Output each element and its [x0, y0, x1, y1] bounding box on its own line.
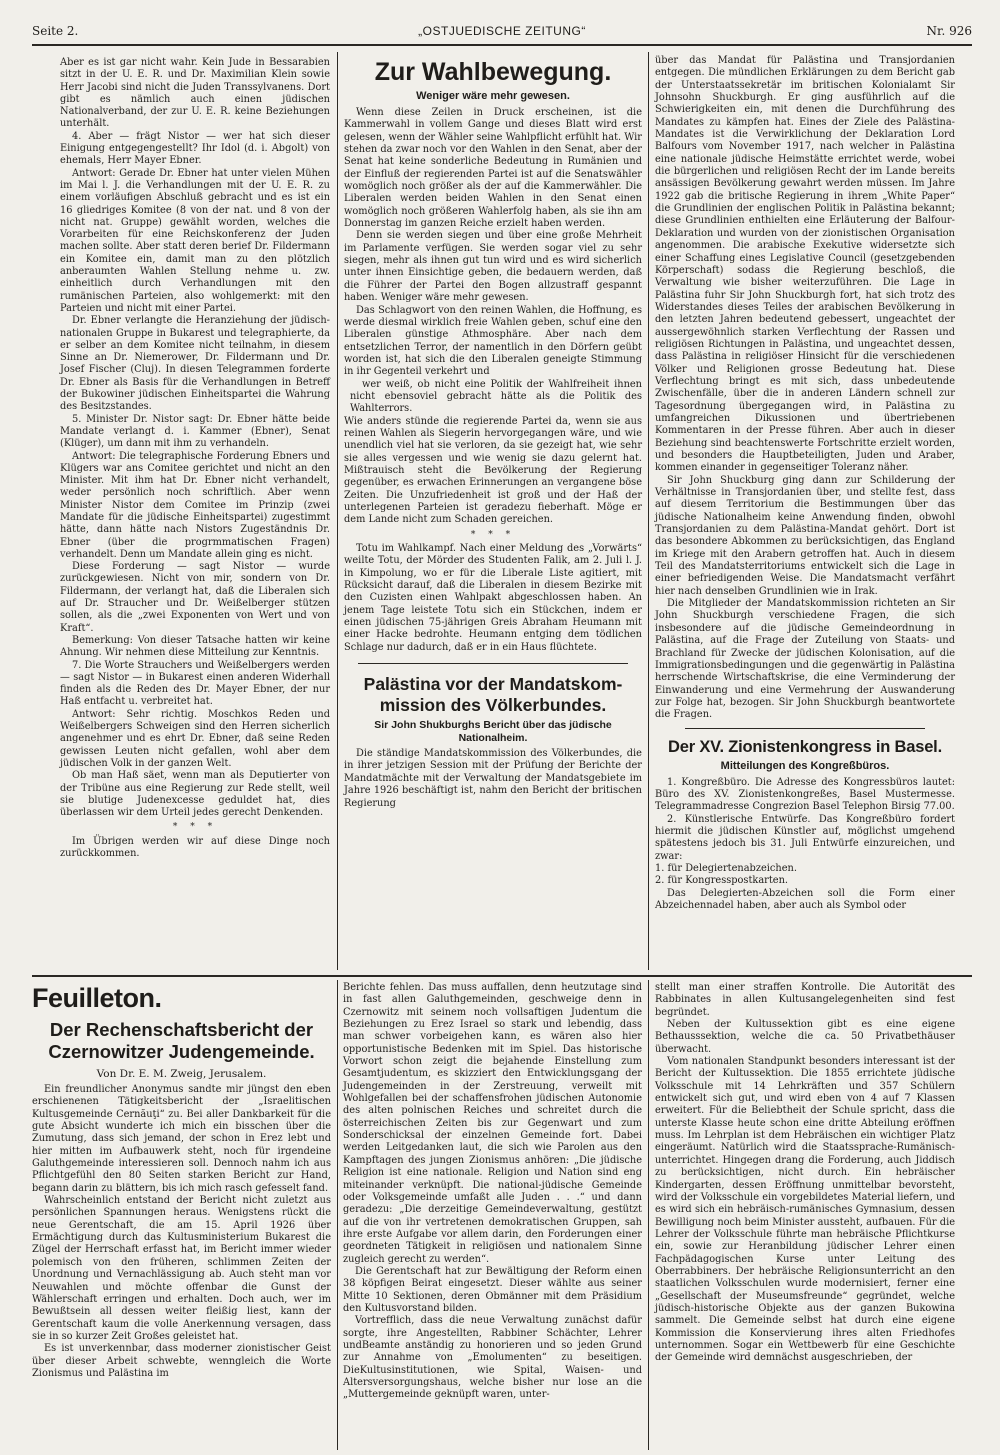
paragraph: über das Mandat für Palästina und Transjordanien entgegen. Die mündlichen Erklärungen zu dem Bericht gab der Unterstaatssekretär im britischen Kolonialamt Sir Johnsohn Shuckburgh. Er ging ausführlich auf die Schwierigkeiten ein, mit denen die Durchführung des Mandates zu kämpfen hat. Eines der Ziele des Palästina-Mandates ist die Verwirklichung der Deklaration Lord Balfours vom November 1917, nach welcher in Palästina eine nationale jüdische Heimstätte errichtet werde, wobei die bürgerlichen und religiösen Recht der im Lande bereits ansässigen Bevölkerung gewahrt werden müssen. Im Jahre 1922 gab die britische Regierung in ihrem „White Paper“ die Grundlinien der englischen Politik in Palästina bekannt; diese Grundlinien enthielten eine Erläuterung der Balfour-Deklaration und wurden von der zionistischen Organisation angenommen. Die arabische Exekutive widersetzte sich einer Schaffung eines Legislative Council (gesetzgebenden Körperschaft) sodass die Regierung beschloß, die Verwaltung wie bisher weiterzuführen. Die Lage in Palästina fuhr Sir John Shuckburgh fort, hat sich trotz des Widerstandes dieses Teiles der arabischen Bevölkerung in den letzten Jahren bedeutend gebessert, ungeachtet der aussergewöhnlich starken Verflechtung der Rassen und religiösen Richtungen in Palästina, und ungeachtet dessen, dass Palästina in religiöser Hinsicht für die verschiedenen Völker und Religionen grosse Bedeutung hat. Diese Verflechtung bringt es mit sich, dass unbedeutende Zwischenfälle, über die in anderen Ländern schnell zur Tagesordnung übergegangen wird, in Palästina zu umfangreichen Dikussionen und übertriebenen Kommentaren in der Presse führen. Aber auch in dieser Beziehung sind beachtenswerte Fortschritte erzielt worden, und besonders die Hauptbeteiligten, Juden und Araber, kommen einander in gegenseitiger Toleranz näher.	[655, 55, 955, 474]
feuilleton-author: Von Dr. E. M. Zweig, Jerusalem.	[96, 1068, 267, 1080]
paragraph: Es ist unverkennbar, dass moderner zionistischer Geist über dieser Arbeit schwebte, wenngleich die Worte Zionismus und Palästina im	[32, 1343, 331, 1379]
feuilleton-title	[32, 1019, 331, 1063]
section-stars: * * *	[172, 822, 218, 833]
title-line: mission des Völkerbundes.	[379, 695, 607, 716]
column-2-upper	[344, 55, 642, 972]
feuilleton-column-1	[32, 982, 331, 1452]
paragraph: Vortrefflich, dass die neue Verwaltung zunächst dafür sorgte, ihre Angestellten, Rabbiner Schächter, Lehrer undBeamte anständig zu honorieren und so jeden Grund zur Annahme von „Emolumenten“ zu beseitigen. DieKultusinstitutionen, wie Spital, Waisen- und Altersversorgungshaus, welche bisher nur lose an die „Muttergemeinde geknüpft waren, unter-	[343, 1315, 642, 1401]
paragraph: Sir John Shuckburg ging dann zur Schilderung der Verhältnisse in Transjordanien über, und stellte fest, dass auf diesem Territorium die Bestimmungen über das jüdische Nationalheim keine Anwendung finden, obwohl Transjordanien zu dem Palästina-Mandat gehört. Dort ist das besondere Abkommen zu berücksichtigen, das England im Kriege mit den Arabern getroffen hat. Auch in diesem Teil des Mandatsterritoriums entwickelt sich die Lage in einer befriedigenden Weise. Die Mandatsmacht verfährt hier nach denselben Grundlinien wie in Irak.	[655, 474, 955, 597]
paragraph: Vom nationalen Standpunkt besonders interessant ist der Bericht der Kultussektion. Die 1855 errichtete jüdische Volksschule mit 14 Lehrkräften und 357 Schülern entwickelt sich gut, und wird eben von 4 auf 7 Klassen erweitert. Für die Beliebtheit der Schule spricht, dass die unterste Klasse heute schon eine dritte Abteilung eröffnen muss. Im Lehrplan ist dem Hebräischen ein wichtiger Platz eingeräumt. Natürlich wird die Staatssprache-Rumänisch-unterrichtet. Hingegen drang die Forderung, auch Jiddisch zu berücksichtigen, nicht durch. Ein hebräischer Kindergarten, dessen Eröffnung unmittelbar bevorsteht, wird der Volksschule ein vorgebildetes Material liefern, und es wird sich ein hebräisch-rumänisches Gymnasium, dessen Bewilligung noch beim Minister aussteht, aufbauen. Für die Lehrer der Volksschule führte man hebräische Pflichtkurse ein, sowie zur Heranbildung jüdischer Lehrer einen Fachpädagogischen Kurse unter Leitung des Oberrabbiners. Der hebräische Religionsunterricht an den staatlichen Volksschulen wurde modernisiert, ferner eine „Gesellschaft der Museumsfreunde“ gegründet, welche jüdisch-historische Objekte aus der ganzen Bukowina sammelt. Die Gemeinde selbst hat durch eine eigene Kommission die Konservierung ihres alten Friedhofes unternommen. Sogar ein Wettbewerb für eine Geschichte der Gemeinde wird demnächst ausgeschrieben, der	[655, 1056, 955, 1364]
column-3-upper	[655, 55, 955, 972]
paragraph: Dr. Ebner verlangte die Heranziehung der jüdisch-nationalen Gruppe in Bukarest und telegraphierte, da er selber an dem Komitee nicht teilnahm, in diesem Sinne an Dr. Niemerower, Dr. Fildermann und Dr. Josef Fischer (Cluj). In diesen Telegrammen forderte Dr. Ebner als Basis für die Verhandlungen in Betreff der Bukowiner jüdischen Einheitspartei die Wahrung des Besitzstandes.	[60, 315, 330, 413]
paragraph: Antwort: Gerade Dr. Ebner hat unter vielen Mühen im Mai l. J. die Verhandlungen mit der U. E. R. zu einem vorläufigen Abschluß gebracht und es ist ein 16 gliedriges Komitee (8 von der nat. und 8 von der nicht nat. Gruppe) gewählt worden, welches die Vorarbeiten für eine Reichskonferenz der Juden machen sollte. Aber statt deren berief Dr. Fildermann ein Komitee ein, damit man zu den plötzlich anberaumten Wahlen Stellung nehme u. zw. einheitlich durch Verhandlungen mit den rumänischen Parteien, also wohlgemerkt: mit den Parteien und nicht mit einer Partei.	[60, 167, 330, 314]
title-line: Der Rechenschaftsbericht der	[49, 1019, 314, 1040]
feuilleton-column-2	[343, 982, 642, 1452]
paragraph: Denn sie werden siegen und über eine große Mehrheit im Parlamente verfügen. Sie werden sogar viel zu sehr siegen, mehr als ihnen gut tun wird und es wird sicherlich unter ihnen Einsichtige geben, die bedauern werden, daß die Führer der Partei den Bogen allzustraff gespannt haben. Weniger wäre mehr gewesen.	[344, 230, 642, 304]
paragraph: Totu im Wahlkampf. Nach einer Meldung des „Vorwärts“ weilte Totu, der Mörder des Studenten Falik, am 2. Juli l. J. in Kimpolung, wo er für die Liberale Liste agitiert, mit Rücksicht darauf, daß die Liberalen in diesem Bezirke mit den Cuzisten einen Wahlpakt abgeschlossen haben. An jenem Tage leistete Totu sich ein Stückchen, indem er einen jüdischen 75-jährigen Greis Abraham Heumann mit einer Hacke bedrohte. Heumann entging dem tödlichen Schlage nur dadurch, daß er in ein Haus flüchtete.	[344, 543, 642, 653]
paragraph: Die Mitglieder der Mandatskommission richteten an Sir John Shuckburgh verschiedene Fragen, die sich insbesondere auf die jüdische Gemeindeordnung in Palästina, auf die Frage der Zuteilung von Staats- und Brachland für Zwecke der jüdischen Kolonisation, auf die Immigrationsbedingungen und die gegenwärtig in Palästina herrschende Wirtschaftskrise, die eine Verminderung der Einwanderung und eine Vermehrung der Auswanderung zur Folge hat, bezogen. Sir John Shuckburgh beantwortete die Fragen.	[655, 598, 955, 721]
paragraph: 4. Aber — frägt Nistor — wer hat sich dieser Einigung entgegengestellt? Ihr Idol (d. i. Abgolt) von ehemals, Herr Mayer Ebner.	[60, 130, 330, 167]
title-line: Czernowitzer Judengemeinde.	[48, 1041, 315, 1062]
feuilleton-label: Feuilleton.	[32, 983, 162, 1013]
paragraph: Wahrscheinlich entstand der Bericht nicht zuletzt aus persönlichen Spannungen heraus. Wenigstens rückt die neue Gerentschaft, die am 15. April 1926 über Ermächtigung durch das Kultusministerium Bukarest die Zügel der Herrschaft erfasst hat, im Bericht immer wieder polemisch von den früheren, schlimmen Zeiten der Unordnung und Vernachlässigung ab. Auch steht man vor Neuwahlen und möchte offenbar die Gunst der Wählerschaft erringen und erhalten. Doch auch, wer im Bewußtsein all dessen weiter fleißig liest, kann der Gerentschaft kaum die volle Anerkennung versagen, dass sie in so kurzer Zeit Großes geleistet hat.	[32, 1195, 331, 1342]
paragraph: Neben der Kultussektion gibt es eine eigene Bethausssektion, welche die ca. 50 Privatbethäuser überwacht.	[655, 1019, 955, 1055]
paragraph: Berichte fehlen. Das muss auffallen, denn heutzutage sind in fast allen Galuthgemeinden, geschweige denn in Czernowitz mit seinem noch vollsaftigen Judentum die Beziehungen zu Erez Israel so stark und lebendig, dass man schwer vorbeigehen kann, es wären also hier opportunistische Bedenken mit im Spiel. Das historische Vorwort schon zeigt die bejahende Einstellung zum Gesamtjudentum, es skizziert den Entwicklungsgang der Judengemeinden in der Zerstreuung, verweilt mit Wohlgefallen bei der schaffensfrohen jüdischen Autonomie des alten polnischen Reiches und schreitet durch die österreichischen Zeiten bis zur Gegenwart und zum Sonderschicksal der einzelnen Gemeinde fort. Dabei werden Leitgedanken laut, die sich wie Parolen aus den Kampftagen des jungen Zionismus anhören: „Die jüdische Religion ist eine nationale. Religion und Nation sind eng miteinander verknüpft. Die national-jüdische Gemeinde oder Volksgemeinde umfaßt alle Juden . . .“ und dann geradezu: „Die derzeitige Gemeindeverwaltung, gestützt auf die von ihr vertretenen demokratischen Gruppen, sah ihre erste Aufgabe vor allem darin, den Forderungen einer geordneten Tätigkeit in religiösen und nationalem Sinne zugleich gerecht zu werden“.	[343, 982, 642, 1265]
article-subtitle: Mitteilungen des Kongreßbüros.	[720, 759, 890, 772]
issue-number: Nr. 926	[926, 24, 972, 38]
column-divider	[337, 980, 338, 1450]
article-rule	[358, 663, 628, 664]
list-item: 1. für Delegiertenabzeichen.	[655, 862, 797, 874]
paragraph: 5. Minister Dr. Nistor sagt: Dr. Ebner hätte beide Mandate verlangt d. i. Kammer (Ebner), Senat (Klüger), um dann mit ihm zu verhandeln.	[60, 413, 330, 450]
paragraph: Das Schlagwort von den reinen Wahlen, die Hoffnung, es werde diesmal wirklich freie Wahlen geben, schuf eine den Liberalen günstige Athmosphäre. Aber nach dem entsetzlichen Terror, der namentlich in den Dörfern geübt worden ist, hat sich die den Liberalen geneigte Stimmung in ihr Gegenteil verkehrt und	[344, 304, 642, 378]
header-rule	[32, 44, 972, 46]
paragraph: Ob man Haß säet, wenn man als Deputierter von der Tribüne aus eine Regierung zur Rede stellt, weil sie blutige Judenexcesse geduldet hat, dies überlassen wir dem Urteil jedes gerecht Denkenden.	[60, 770, 330, 819]
column-divider	[648, 980, 649, 1450]
paragraph: Antwort: Die telegraphische Forderung Ebners und Klügers war ans Comitee gerichtet und nicht an den Minister. Mit ihm hat Dr. Ebner nicht verhandelt, weder persönlich noch schriftlich. Aber wenn Minister Nistor dem Comitee im Prinzip (zwei Mandate für die jüdische Einheitspartei) zugestimmt hätte, dann hätte nach Nistors Zugeständnis Dr. Ebner (über die progrmmatischen Fragen) verhandelt. Denn um Mandate allein ging es nicht.	[60, 450, 330, 560]
article-title-zionistenkongress: Der XV. Zionistenkongress in Basel.	[668, 737, 942, 756]
paragraph: 1. Kongreßbüro. Die Adresse des Kongressbüros lautet: Büro des XV. Zionistenkongreßes, Basel Mustermesse. Telegrammadresse Congrezion Basel Telephon Birsig 77.00.	[655, 776, 955, 813]
newspaper-name: „OSTJUEDISCHE ZEITUNG“	[418, 24, 586, 38]
paragraph: Wie anders stünde die regierende Partei da, wenn sie aus reinen Wahlen als Siegerin hervorgegangen wäre, und wie unendlich viel hat sie verloren, da sie gezeigt hat, wie sehr sie alles vergessen und wie wenig sie dazu gelernt hat. Mißtrauisch steht die Bevölkerung der Regierung gegenüber, es erwachen Erinnerungen an vergangene böse Zeiten. Die Unzufriedenheit ist groß und der Haß der unterlegenen Parteien ist geradezu fieberhaft. Möge er dem Lande nicht zum Schaden gereichen.	[344, 415, 642, 526]
article-title-palaestina	[344, 674, 642, 716]
paragraph: Im Übrigen werden wir auf diese Dinge noch zurückkommen.	[60, 835, 330, 859]
page-label: Seite 2.	[32, 24, 79, 38]
paragraph: 2. Künstlerische Entwürfe. Das Kongreßbüro fordert hiermit die jüdischen Künstler auf, möglichst umgehend spätestens jedoch bis 31. Juli Entwürfe einzureichen, und zwar:	[655, 813, 955, 862]
feuilleton-rule	[32, 975, 972, 977]
paragraph: stellt man einer straffen Kontrolle. Die Autorität des Rabbinates in allen Kultusangelegenheiten sind fest begründet.	[655, 982, 955, 1018]
paragraph: Wenn diese Zeilen in Druck erscheinen, ist die Kammerwahl in vollem Gange und dieses Blatt wird erst gelesen, wenn der Wähler seine Wahlpflicht erfühlt hat. Wir stehen da zwar noch vor den Wahlen in den Senat, aber der Senat hat keine sonderliche Bedeutung in Rumänien und der Einfluß der regierenden Partei ist auf die Senatswähler womöglich noch größer als der auf die Kammerwähler. Die Liberalen werden beiden Wahlen in den Senat einen womöglich noch größeren Wahlerfolg haben, als sie ihn am Donnerstag im ganzen Reiche erzielt haben werden.	[344, 107, 642, 230]
running-head	[32, 24, 972, 44]
paragraph: Die Gerentschaft hat zur Bewältigung der Reform einen 38 köpfigen Beirat eingesetzt. Dieser wählte aus seiner Mitte 10 Sektionen, deren Obmänner mit dem Präsidium den Kultusvorstand bilden.	[343, 1265, 642, 1314]
article-subtitle: Sir John Shukburghs Bericht über das jüdische Nationalheim.	[374, 719, 612, 745]
paragraph: Antwort: Sehr richtig. Moschkos Reden und Weißelbergers Schweigen sind den Herren sicherlich angenehmer und es ehrt Dr. Ebner, daß seine Reden gewissen Leuten nicht gefallen, wohl aber dem jüdischen Volk in der ganzen Welt.	[60, 708, 330, 769]
list-item: 2. für Kongresspostkarten.	[655, 875, 789, 887]
title-line: Palästina vor der Mandatskom-	[363, 674, 623, 695]
article-rule	[685, 728, 925, 729]
section-stars: * * *	[470, 529, 516, 540]
column-divider	[337, 52, 338, 970]
paragraph: Aber es ist gar nicht wahr. Kein Jude in Bessarabien sitzt in der U. E. R. und Dr. Maximilian Klein sowie Herr Jacobi sind nicht die Juden Transsylvanens. Dort gibt es nämlich auch einen jüdischen Nationalverband, der zur U. E. R. keine Beziehungen unterhält.	[60, 57, 330, 130]
article-title-wahlbewegung: Zur Wahlbewegung.	[374, 58, 612, 86]
feuilleton-column-3	[655, 982, 955, 1452]
paragraph: Bemerkung: Von dieser Tatsache hatten wir keine Ahnung. Wir nehmen diese Mitteilung zur Kenntnis.	[60, 634, 330, 659]
paragraph: Diese Forderung — sagt Nistor — wurde zurückgewiesen. Nicht von mir, sondern von Dr. Fildermann, der verlangt hat, daß die Liberalen sich auf Dr. Straucher und Dr. Weißelberger stützen sollen, als die „zwei Exponenten von Wert und von Kraft“.	[60, 561, 330, 634]
paragraph: Die ständige Mandatskommission des Völkerbundes, die in ihrer jetzigen Session mit der Prüfung der Berichte der Mandatmächte mit der Verwaltung der Mandatsgebiete im Jahre 1926 beschäftigt ist, nahm den Bericht der britischen Regierung	[344, 748, 642, 809]
paragraph: Ein freundlicher Anonymus sandte mir jüngst den eben erschienenen Tätigkeitsbericht der „Israelitischen Kultusgemeinde Cernăuţi“ zu. Bei aller Dankbarkeit für die gute Absicht wunderte ich mich ein bisschen über die Zumutung, dass sich jemand, der schon in Erez lebt und hier mitten im Aufbauwerk steht, noch für irgendeine Galuthgemeinde interessieren soll. Dennoch nahm ich aus Pflichtgefühl den 80 Seiten starken Bericht zur Hand, begann darin zu blättern, bis ich mich rasch gefesselt fand.	[32, 1084, 331, 1194]
article-subtitle: Weniger wäre mehr gewesen.	[416, 90, 570, 102]
column-divider	[648, 52, 649, 970]
paragraph: wer weiß, ob nicht eine Politik der Wahlfreiheit ihnen nicht ebensoviel gebracht hätte als die Politik des Wahlterrors.	[350, 378, 642, 415]
paragraph: 7. Die Worte Strauchers und Weißelbergers werden — sagt Nistor — in Bukarest einen anderen Widerhall finden als die Reden des Dr. Mayer Ebner, der nur Haß entfacht u. verbreitet hat.	[60, 659, 330, 708]
column-1-upper	[60, 57, 330, 859]
paragraph: Das Delegierten-Abzeichen soll die Form einer Abzeichennadel haben, aber auch als Symbol oder	[655, 887, 955, 911]
